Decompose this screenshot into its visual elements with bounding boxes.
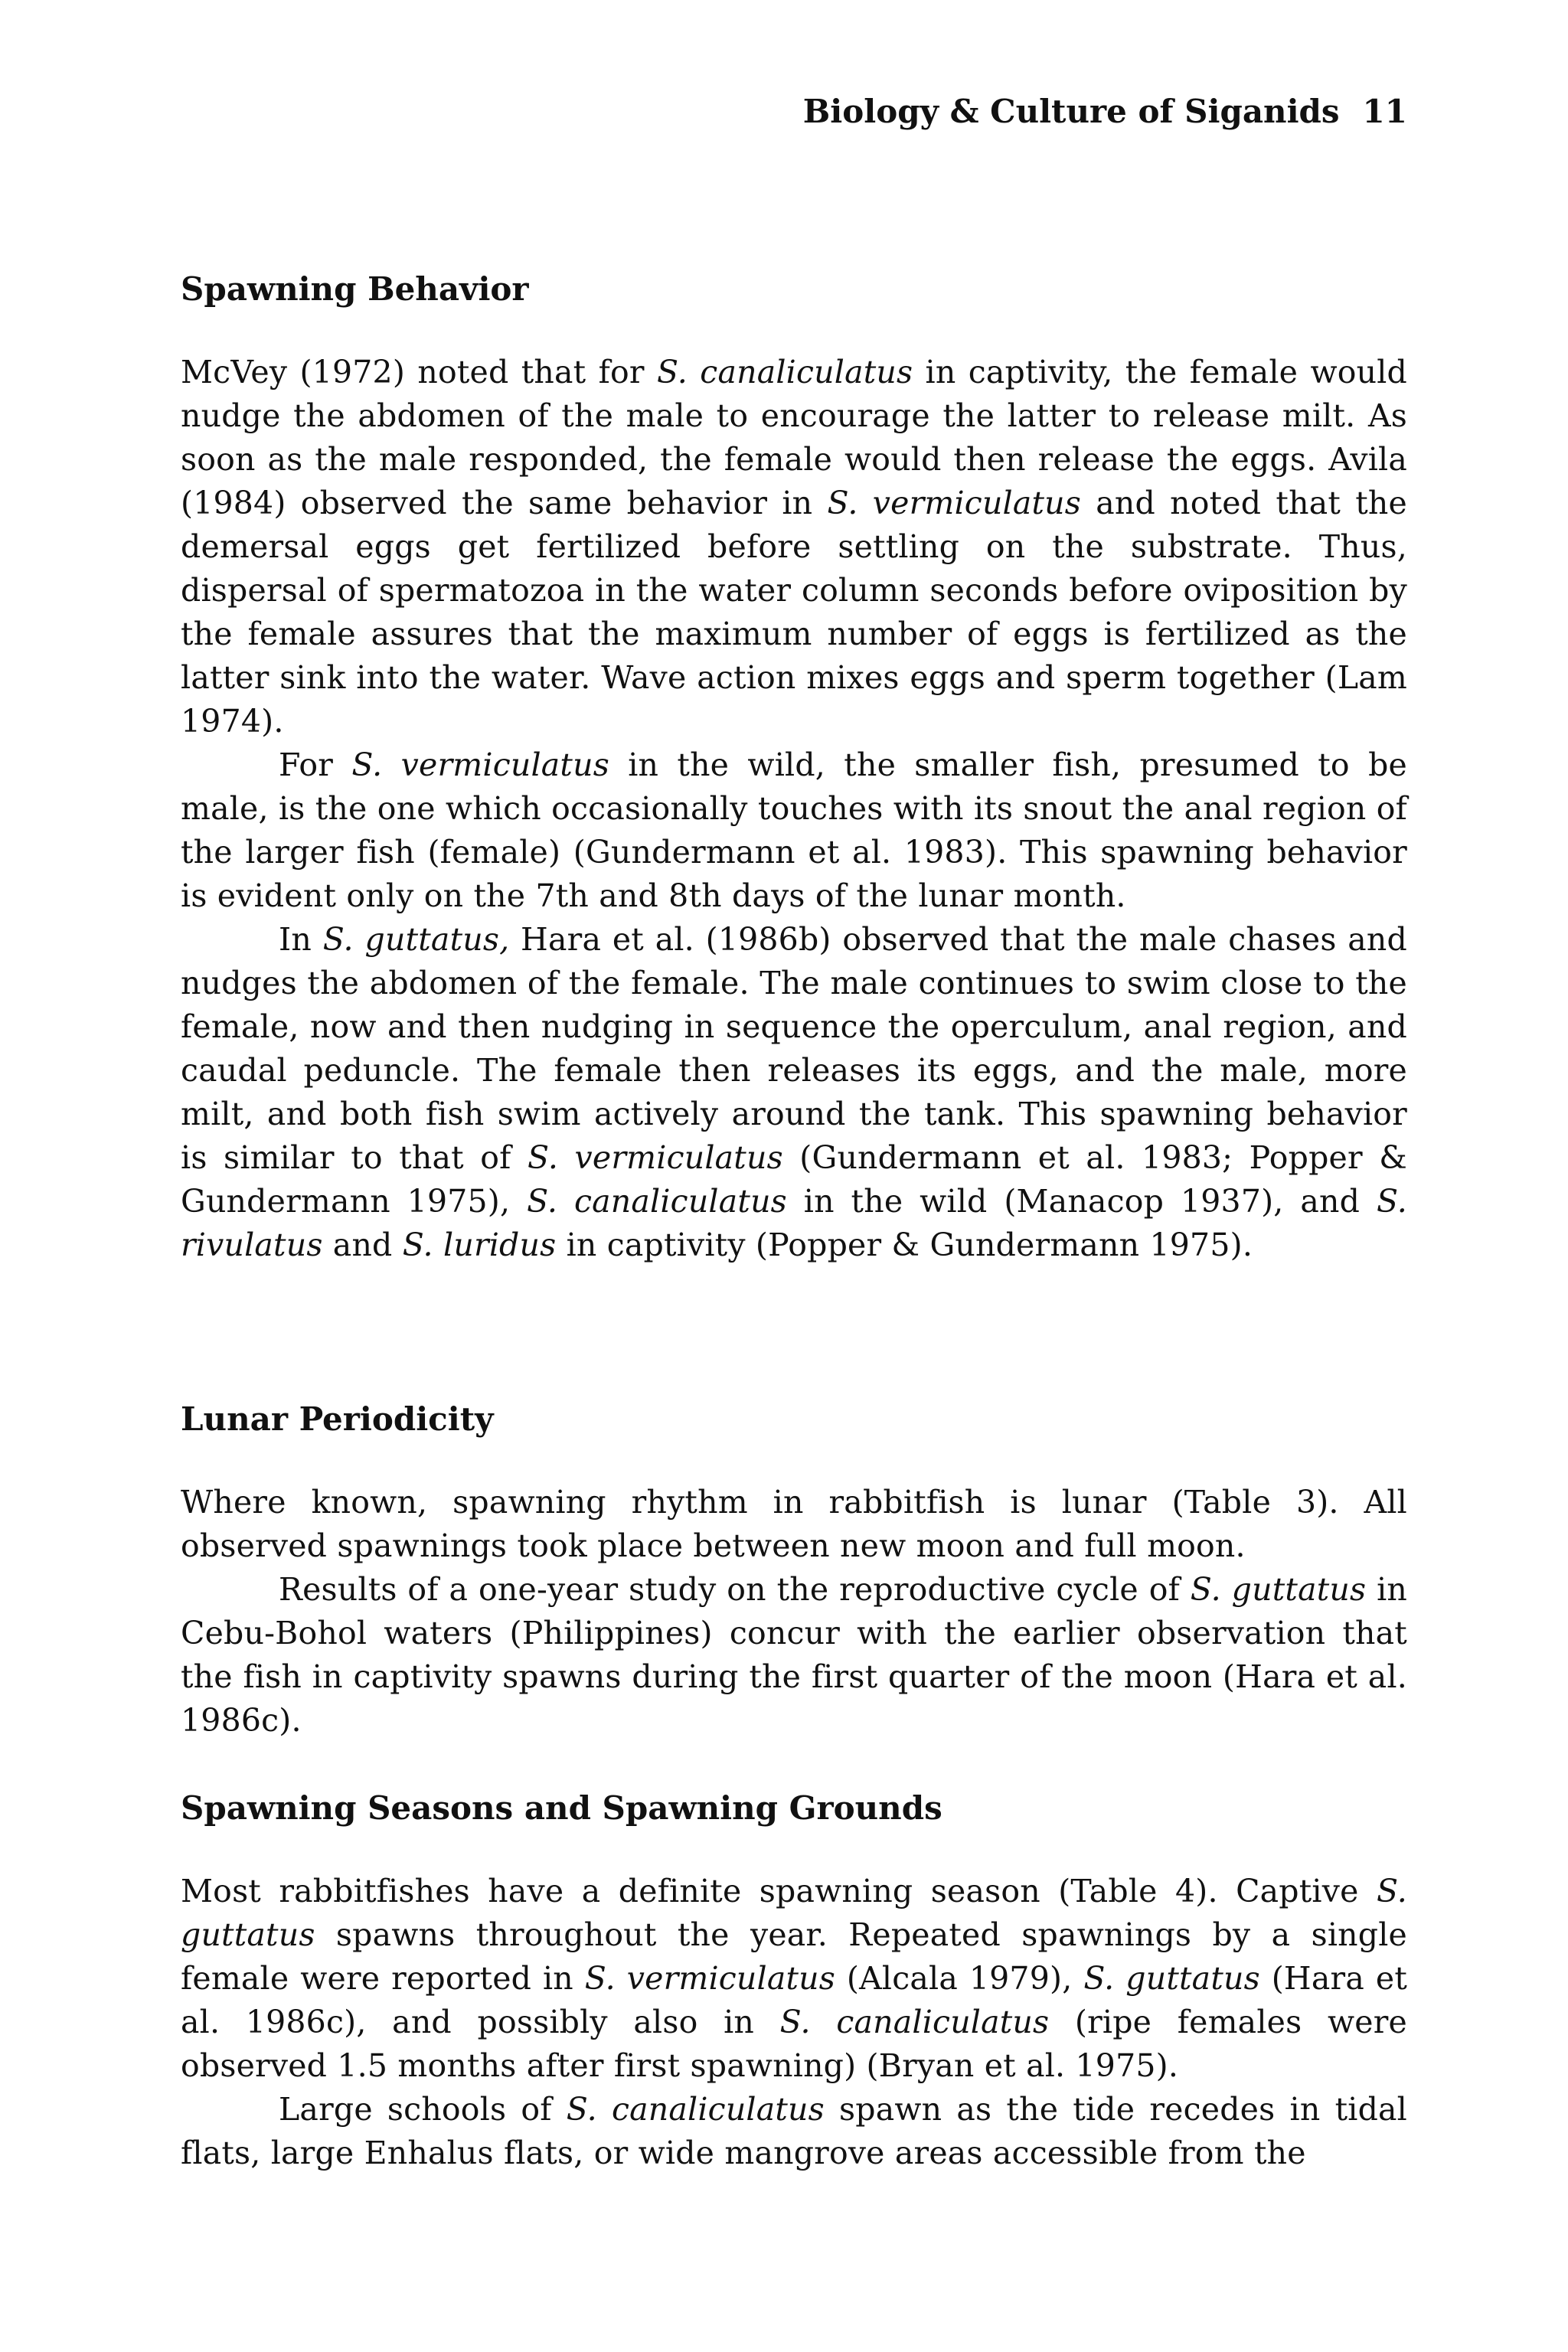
- text-run: in Cebu-Bohol waters (Philippines) concur with the earlier observation that the fish in captivity spawns during the first quarter of the moon (Hara et al. 1986c).: [181, 1571, 1407, 1739]
- section-spawning-seasons: [181, 1787, 1407, 2175]
- species-name: S. vermiculatus: [528, 1139, 783, 1176]
- text-run: (ripe females were observed 1.5 months after first spawning) (Bryan et al. 1975).: [181, 2004, 1407, 2084]
- text-run: (Alcala 1979),: [835, 1960, 1084, 1997]
- species-name: S. luridus: [402, 1227, 557, 1263]
- running-title: Biology & Culture of Siganids: [802, 93, 1340, 130]
- text-run: and: [322, 1227, 403, 1263]
- text-run: (Gundermann et al. 1983; Popper & Gundermann 1975),: [181, 1139, 1407, 1220]
- paragraph: [181, 1568, 1407, 1743]
- text-run: in the wild (Manacop 1937), and: [786, 1183, 1377, 1220]
- text-run: McVey (1972) noted that for: [181, 354, 657, 390]
- page-number: 11: [1362, 93, 1407, 130]
- text-run: in captivity, the female would nudge the abdomen of the male to encourage the latter to release milt. As soon as the male responded, the female would then release the eggs. Avila (1984) observed the same behavior in: [181, 354, 1407, 521]
- species-name: S. vermiculatus: [584, 1960, 836, 1997]
- paragraph: [181, 2088, 1407, 2175]
- paragraph: [181, 918, 1407, 1267]
- section-lunar-periodicity: [181, 1398, 1407, 1743]
- section-heading: Spawning Behavior: [181, 270, 529, 308]
- text-run: Most rabbitfishes have a definite spawning season (Table 4). Captive: [181, 1873, 1377, 1909]
- species-name: S. guttatus: [1083, 1960, 1260, 1997]
- species-name: S. guttatus: [181, 1873, 1407, 1953]
- book-page: [181, 0, 1407, 2352]
- paragraph: [181, 1870, 1407, 2088]
- section-spawning-behavior: [181, 268, 1407, 1267]
- text-run: and noted that the demersal eggs get fertilized before settling on the substrate. Thus, dispersal of spermatozoa in the water column seconds before oviposition by the female assures that the maximum number of eggs is fertilized as the latter sink into the water. Wave action mixes eggs and sperm together (Lam 1974).: [181, 485, 1407, 740]
- species-name: S. rivulatus: [181, 1183, 1407, 1263]
- paragraph: [181, 351, 1407, 743]
- running-header: [803, 90, 1407, 133]
- species-name: S. vermiculatus: [351, 746, 609, 783]
- text-run: in the wild, the smaller fish, presumed to be male, is the one which occasionally touches with its snout the anal region of the larger fish (female) (Gundermann et al. 1983). This spawning behavior is evident only on the 7th and 8th days of the lunar month.: [181, 746, 1408, 914]
- text-run: Large schools of: [279, 2091, 567, 2128]
- section-heading: Spawning Seasons and Spawning Grounds: [181, 1789, 942, 1827]
- text-run: (Hara et al. 1986c), and possibly also in: [181, 1960, 1407, 2040]
- species-name: S. vermiculatus: [827, 485, 1082, 521]
- paragraph: Where known, spawning rhythm in rabbitfish is lunar (Table 3). All observed spawnings took place between new moon and full moon.: [181, 1484, 1407, 1564]
- species-name: S. canaliculatus: [656, 354, 913, 390]
- text-run: spawn as the tide recedes in tidal flats, large Enhalus flats, or wide mangrove areas accessible from the: [181, 2091, 1407, 2171]
- text-run: For: [279, 746, 352, 783]
- species-name: S. canaliculatus: [527, 1183, 787, 1220]
- species-name: S. canaliculatus: [779, 2004, 1050, 2040]
- text-run: in captivity (Popper & Gundermann 1975).: [556, 1227, 1253, 1263]
- text-run: spawns throughout the year. Repeated spawnings by a single female were reported in: [181, 1916, 1407, 1997]
- species-name: S. guttatus,: [322, 921, 510, 958]
- text-run: Results of a one-year study on the reproductive cycle of: [279, 1571, 1191, 1608]
- species-name: S. guttatus: [1190, 1571, 1367, 1608]
- text-run: In: [279, 921, 323, 958]
- species-name: S. canaliculatus: [566, 2091, 825, 2128]
- paragraph: [181, 743, 1407, 918]
- text-run: Hara et al. (1986b) observed that the male chases and nudges the abdomen of the female. The male continues to swim close to the female, now and then nudging in sequence the operculum, anal region, and caudal peduncle. The female then releases its eggs, and the male, more milt, and both fish swim actively around the tank. This spawning behavior is similar to that of: [181, 921, 1407, 1176]
- section-heading: Lunar Periodicity: [181, 1400, 494, 1438]
